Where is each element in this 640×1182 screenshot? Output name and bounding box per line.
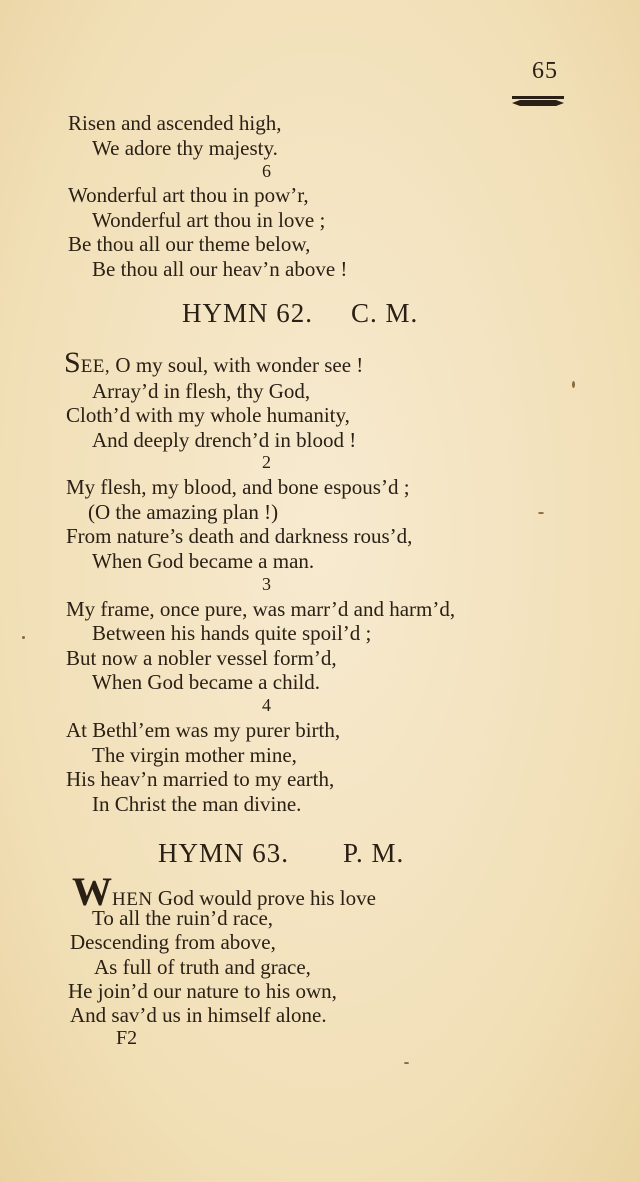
hymn-meter: P. M.: [343, 838, 405, 868]
hymn-line: Descending from above,: [70, 930, 276, 954]
hymn-line: From nature’s death and darkness rous’d,: [66, 524, 413, 548]
hymn-line: At Bethl’em was my purer birth,: [66, 718, 341, 742]
first-line-text: O my soul, with wonder see !: [110, 353, 364, 377]
hymn-line: The virgin mother mine,: [92, 743, 297, 767]
hymn-line: To all the ruin’d race,: [92, 906, 274, 930]
paper-speck: [404, 1062, 409, 1064]
hymn-number: HYMN 62.: [182, 298, 314, 328]
verse-number: 3: [262, 574, 271, 594]
small-caps-word: HEN: [112, 889, 153, 910]
small-caps-word: EE,: [80, 356, 111, 377]
paper-speck: [22, 636, 25, 639]
hymn-line: But now a nobler vessel form’d,: [66, 646, 337, 670]
hymn-line: And sav’d us in himself alone.: [70, 1003, 327, 1027]
paper-speck: [538, 512, 544, 514]
hymn-line: Between his hands quite spoil’d ;: [92, 621, 372, 645]
hymn-line: Wonderful art thou in pow’r,: [68, 183, 309, 207]
paper-speck: [572, 381, 575, 388]
hymn-line: As full of truth and grace,: [94, 955, 311, 979]
hymn-line: Be thou all our heav’n above !: [92, 257, 348, 281]
verse-number: 2: [262, 452, 271, 472]
verse-number: 6: [262, 161, 271, 181]
page-number: 65: [532, 58, 558, 84]
ornament-rule: [510, 94, 566, 108]
hymn-line: We adore thy majesty.: [92, 136, 278, 160]
hymn-first-line: [64, 346, 364, 379]
hymn-number: HYMN 63.: [158, 838, 290, 868]
hymn-line: My flesh, my blood, and bone espous’d ;: [66, 475, 410, 499]
hymn-line: His heav’n married to my earth,: [66, 767, 335, 791]
first-line-text: God would prove his love: [152, 886, 376, 910]
hymn-line: Be thou all our theme below,: [68, 232, 311, 256]
hymn-line: Wonderful art thou in love ;: [92, 208, 326, 232]
verse-number: 4: [262, 695, 271, 715]
hymn-line: Array’d in flesh, thy God,: [92, 379, 311, 403]
hymn-63-heading: [158, 838, 404, 869]
hymn-line: (O the amazing plan !): [88, 500, 279, 524]
drop-cap: S: [64, 346, 81, 379]
hymn-line: In Christ the man divine.: [92, 792, 302, 816]
hymn-line: When God became a man.: [92, 549, 315, 573]
hymn-meter: C. M.: [351, 298, 419, 328]
hymn-line: And deeply drench’d in blood !: [92, 428, 357, 452]
hymn-line: Risen and ascended high,: [68, 111, 282, 135]
hymn-62-heading: [182, 298, 418, 329]
hymn-line: He join’d our nature to his own,: [68, 979, 337, 1003]
drop-cap: W: [72, 869, 112, 914]
hymn-line: My frame, once pure, was marr’d and harm’d,: [66, 597, 456, 621]
hymn-line: When God became a child.: [92, 670, 320, 694]
signature-mark: F2: [116, 1027, 138, 1049]
hymn-line: Cloth’d with my whole humanity,: [66, 403, 350, 427]
